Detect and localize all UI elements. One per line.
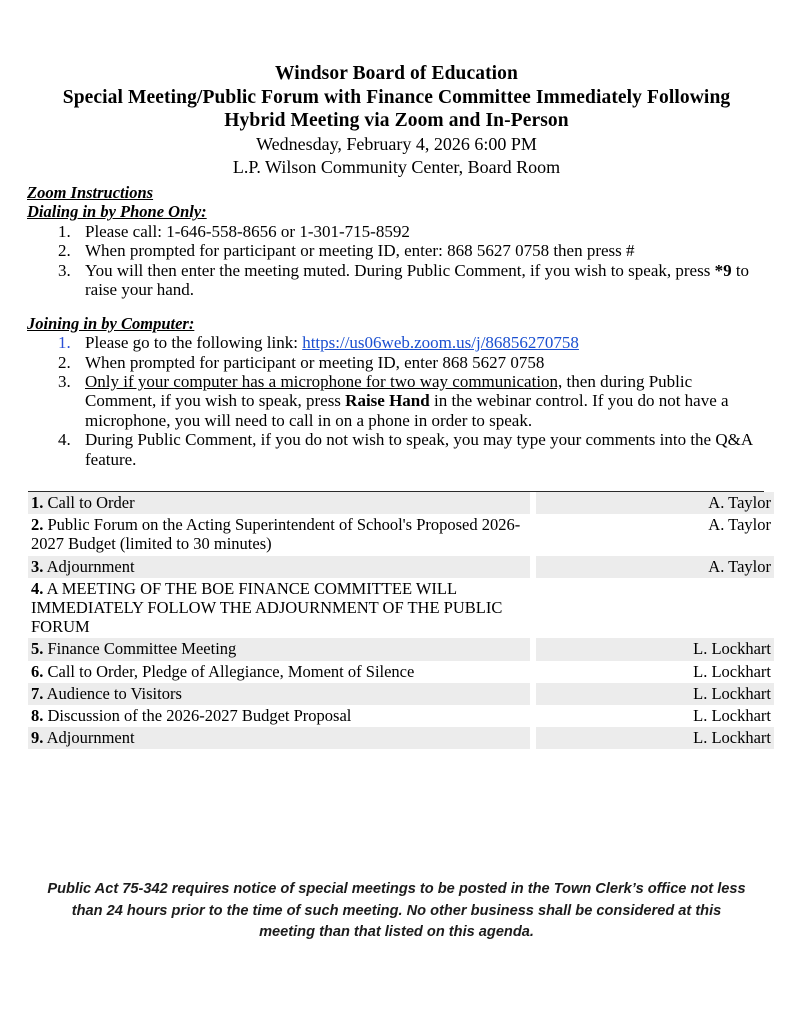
agenda-item-text: A MEETING OF THE BOE FINANCE COMMITTEE WILL IMMEDIATELY FOLLOW THE ADJOURNMENT OF THE PUBLIC FORUM — [31, 578, 503, 637]
agenda-presenter-cell: A. Taylor — [536, 492, 774, 514]
agenda-row — [28, 638, 774, 660]
agenda-item-text: Adjournment — [43, 728, 135, 748]
agenda-item-text: Call to Order, Pledge of Allegiance, Moment of Silence — [43, 661, 415, 681]
star-nine-code: *9 — [714, 260, 732, 280]
section-spacer — [27, 300, 765, 314]
agenda-item-text: Public Forum on the Acting Superintendent of School's Proposed 2026-2027 Budget (limited to 30 minutes) — [31, 515, 521, 554]
computer-joining-heading: Joining in by Computer: — [27, 313, 195, 333]
zoom-instructions-section — [0, 183, 793, 469]
agenda-item-cell — [28, 578, 530, 639]
agenda-table-section — [0, 491, 793, 749]
raise-hand-label: Raise Hand — [345, 391, 430, 411]
agenda-item-number: 5. — [31, 639, 44, 659]
zoom-meeting-link[interactable]: https://us06web.zoom.us/j/86856270758 — [302, 333, 579, 353]
agenda-item-number: 6. — [31, 661, 44, 681]
phone-instructions-list — [27, 222, 765, 300]
computer-item-4-text: During Public Comment, if you do not wish to speak, you may type your comments into the Q&A feature. — [85, 430, 753, 469]
computer-item-2-text: When prompted for participant or meeting ID, enter 868 5627 0758 — [85, 352, 545, 372]
phone-instruction-item — [75, 241, 765, 260]
agenda-presenter-cell: L. Lockhart — [536, 638, 774, 660]
phone-dialin-heading: Dialing in by Phone Only: — [27, 202, 207, 222]
agenda-item-cell — [28, 661, 530, 683]
agenda-row — [28, 661, 774, 683]
agenda-item-cell — [28, 683, 530, 705]
computer-instruction-item — [75, 353, 765, 372]
agenda-item-cell — [28, 727, 530, 749]
agenda-presenter-cell: L. Lockhart — [536, 727, 774, 749]
agenda-presenter-cell: L. Lockhart — [536, 661, 774, 683]
agenda-item-text: Adjournment — [43, 556, 135, 576]
phone-item-1-text: Please call: 1-646-558-8656 or 1-301-715-8592 — [85, 221, 410, 241]
computer-instruction-item — [75, 372, 765, 430]
meeting-type-title: Special Meeting/Public Forum with Finance Committee Immediately Following — [62, 86, 731, 108]
agenda-row — [28, 705, 774, 727]
organization-title: Windsor Board of Education — [275, 63, 518, 84]
agenda-item-text: Discussion of the 2026-2027 Budget Proposal — [43, 705, 352, 725]
document-header — [0, 0, 793, 180]
agenda-row — [28, 514, 774, 555]
agenda-item-cell — [28, 638, 530, 660]
agenda-item-number: 8. — [31, 705, 44, 725]
agenda-item-number: 2. — [31, 515, 44, 535]
agenda-row — [28, 578, 774, 639]
phone-item-3-text-pre: You will then enter the meeting muted. During Public Comment, if you wish to speak, press — [85, 260, 715, 280]
agenda-item-number: 4. — [31, 578, 44, 598]
computer-item-3-post: in the webinar control. If you do not have a microphone, you will need to call in on a phone in order to speak. — [85, 391, 729, 430]
phone-instruction-item — [75, 261, 765, 300]
agenda-item-number: 7. — [31, 683, 44, 703]
meeting-datetime: Wednesday, February 4, 2026 6:00 PM — [256, 133, 537, 154]
computer-instruction-item — [75, 430, 765, 469]
agenda-item-cell — [28, 556, 530, 578]
agenda-presenter-cell: L. Lockhart — [536, 683, 774, 705]
agenda-item-cell — [28, 514, 530, 555]
agenda-item-text: Finance Committee Meeting — [43, 639, 237, 659]
agenda-item-text: Audience to Visitors — [43, 683, 182, 703]
meeting-format-title: Hybrid Meeting via Zoom and In-Person — [224, 110, 569, 132]
agenda-row — [28, 492, 774, 514]
agenda-table — [28, 492, 774, 749]
zoom-instructions-heading: Zoom Instructions — [27, 182, 154, 202]
computer-instructions-list — [27, 333, 765, 469]
agenda-presenter-cell: A. Taylor — [536, 514, 774, 555]
agenda-item-number: 1. — [31, 492, 44, 512]
computer-item-1-label: Please go to the following link: — [85, 333, 303, 353]
agenda-row — [28, 727, 774, 749]
agenda-row — [28, 556, 774, 578]
agenda-presenter-cell: L. Lockhart — [536, 705, 774, 727]
phone-instruction-item — [75, 222, 765, 241]
agenda-item-cell — [28, 705, 530, 727]
agenda-presenter-cell — [536, 578, 774, 639]
agenda-item-number: 3. — [31, 556, 44, 576]
agenda-item-cell — [28, 492, 530, 514]
agenda-item-text: Call to Order — [43, 492, 135, 512]
agenda-item-number: 9. — [31, 728, 44, 748]
phone-item-3-text-post: to raise your hand. — [85, 260, 750, 300]
agenda-row — [28, 683, 774, 705]
computer-instruction-item — [75, 333, 765, 352]
meeting-location: L.P. Wilson Community Center, Board Room — [232, 157, 561, 178]
agenda-presenter-cell: A. Taylor — [536, 556, 774, 578]
phone-item-2-text: When prompted for participant or meeting ID, enter: 868 5627 0758 then press # — [85, 241, 635, 261]
microphone-requirement-underlined: Only if your computer has a microphone for two way communication, — [85, 371, 563, 391]
computer-item-3-mid: then during Public Comment, if you wish to speak, press — [85, 371, 693, 411]
agenda-table-body — [28, 492, 774, 749]
public-act-footnote: Public Act 75-342 requires notice of special meetings to be posted in the Town Clerk’s office not less than 24 hours prior to the time of such meeting. No other business shall be considered at this meeting than that listed on this agenda. — [47, 881, 746, 940]
